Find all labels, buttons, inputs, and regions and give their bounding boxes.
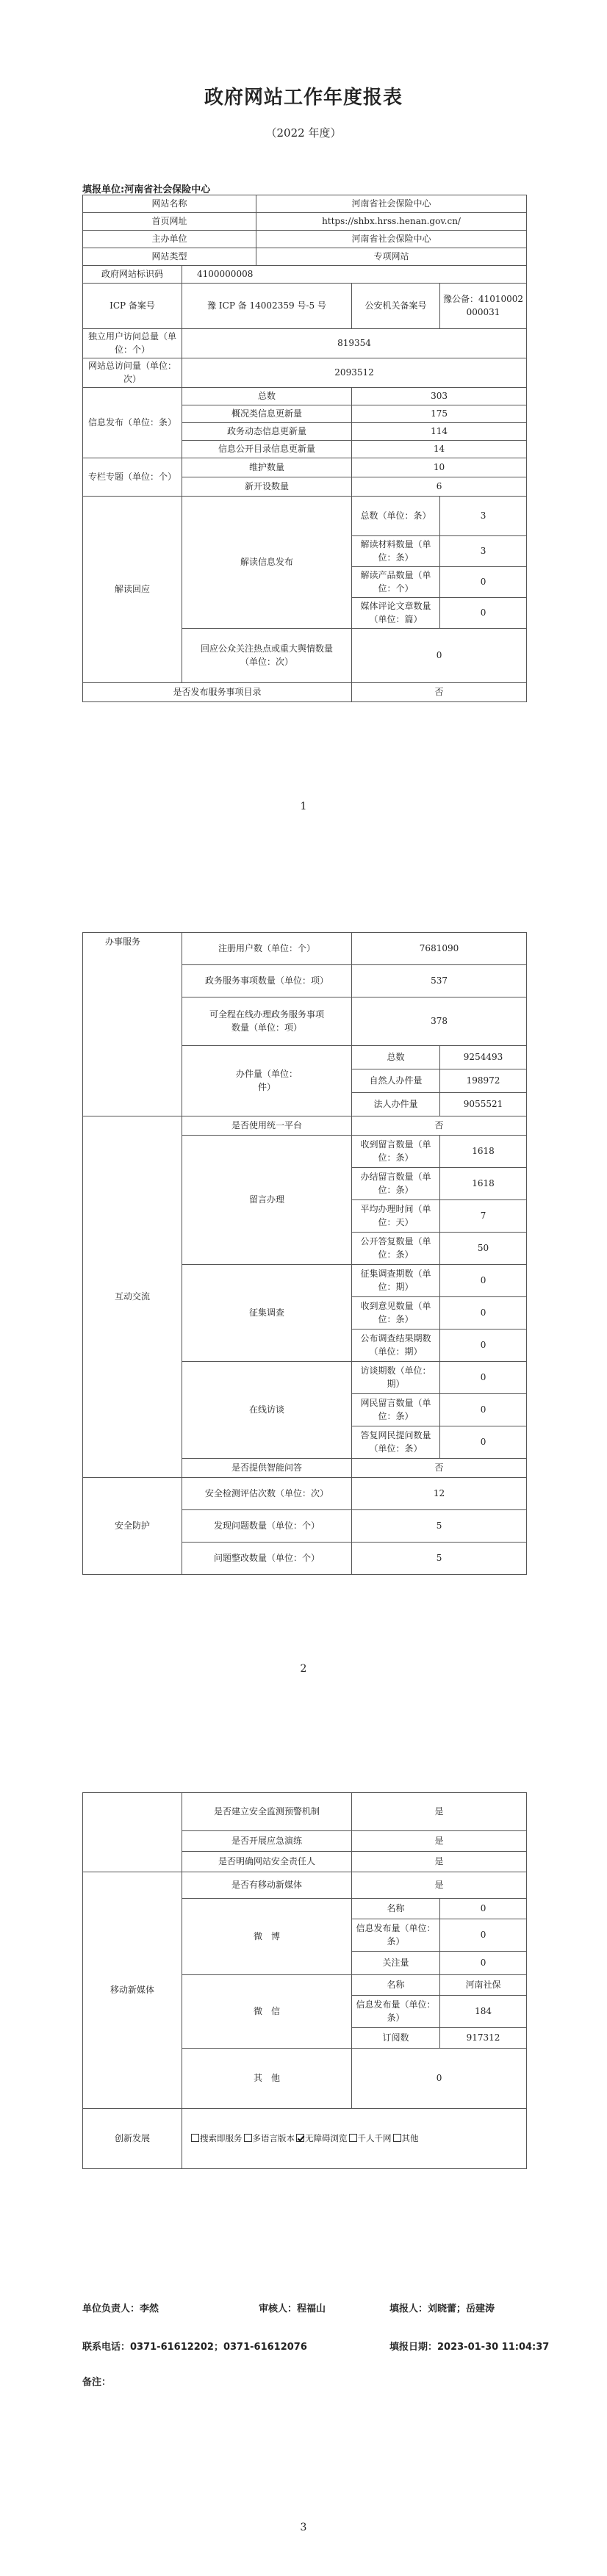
done-value: 1618 (440, 1168, 527, 1200)
security-label: 安全防护 (83, 1478, 182, 1575)
iv-answers-value: 0 (440, 1426, 527, 1459)
interpret-product-label: 解读产品数量（单位：个） (352, 567, 440, 598)
option-other[interactable] (393, 2133, 419, 2143)
page-number-1: 1 (300, 801, 307, 812)
wb-name-value: 0 (440, 1899, 527, 1919)
interpret-total-label: 总数（单位：条） (352, 497, 440, 536)
other-value: 0 (352, 2049, 527, 2109)
option-search-as-service[interactable] (191, 2133, 243, 2143)
person-label: 是否明确网站安全责任人 (182, 1852, 352, 1872)
iv-periods-value: 0 (440, 1362, 527, 1394)
security-continued-cell (83, 1793, 182, 1872)
column-maintain-value: 10 (352, 458, 527, 477)
info-overview-value: 175 (352, 405, 527, 423)
handled-total-value: 9254493 (440, 1046, 527, 1069)
page-3 (0, 1717, 607, 2576)
psb-value: 豫公备：41010002000031 (440, 284, 527, 329)
page-number-3: 3 (300, 2522, 307, 2533)
wb-fans-value: 0 (440, 1952, 527, 1975)
option-label: 搜索即服务 (200, 2132, 243, 2143)
media-table (82, 1792, 527, 2169)
unit-head: 单位负责人：李然 (82, 2303, 159, 2315)
message-label: 留言办理 (182, 1136, 352, 1265)
weibo-label: 微 博 (182, 1899, 352, 1975)
opinions-label: 收到意见数量（单位：条） (352, 1297, 440, 1330)
iv-periods-label: 访谈期数（单位：期） (352, 1362, 440, 1394)
handled-person-label: 自然人办件量 (352, 1069, 440, 1093)
innovation-options (182, 2109, 527, 2169)
info-dynamic-label: 政务动态信息更新量 (182, 423, 352, 441)
interpret-label: 解读回应 (83, 497, 182, 683)
service-catalog-label: 是否发布服务事项目录 (83, 683, 352, 702)
site-type-value: 专项网站 (256, 248, 527, 266)
media-label: 移动新媒体 (83, 1872, 182, 2109)
interpret-respond-label: 回应公众关注热点或重大舆情数量（单位：次） (182, 629, 352, 683)
option-label: 多语言版本 (252, 2132, 295, 2143)
interview-label: 在线访谈 (182, 1362, 352, 1459)
home-url-value[interactable]: https://shbx.hrss.henan.gov.cn/ (256, 213, 527, 231)
option-label: 无障碍浏览 (305, 2132, 348, 2143)
info-catalog-label: 信息公开目录信息更新量 (182, 441, 352, 458)
wx-name-label: 名称 (352, 1975, 440, 1996)
iv-msgs-value: 0 (440, 1394, 527, 1426)
evals-label: 安全检测评估次数（单位：次） (182, 1478, 352, 1510)
info-overview-label: 概况类信息更新量 (182, 405, 352, 423)
handled-legal-value: 9055521 (440, 1093, 527, 1116)
done-label: 办结留言数量（单位：条） (352, 1168, 440, 1200)
wx-subs-label: 订阅数 (352, 2028, 440, 2049)
remark: 备注： (82, 2377, 112, 2388)
site-type-label: 网站类型 (83, 248, 256, 266)
online-value: 378 (352, 997, 527, 1046)
sponsor-label: 主办单位 (83, 231, 256, 248)
evals-value: 12 (352, 1478, 527, 1510)
wx-posts-label: 信息发布量（单位：条） (352, 1996, 440, 2028)
warning-value: 是 (352, 1793, 527, 1831)
wx-name-value: 河南社保 (440, 1975, 527, 1996)
report-title: 政府网站工作年度报表 (204, 87, 403, 109)
home-url-label: 首页网址 (83, 213, 256, 231)
column-maintain-label: 维护数量 (182, 458, 352, 477)
column-new-value: 6 (352, 477, 527, 497)
affairs-label: 办事服务 (83, 933, 182, 1116)
wechat-label: 微 信 (182, 1975, 352, 2049)
found-value: 5 (352, 1510, 527, 1543)
option-accessibility[interactable] (296, 2133, 348, 2143)
page-1 (0, 0, 607, 859)
drill-label: 是否开展应急演练 (182, 1831, 352, 1852)
site-code-value: 4100000008 (182, 266, 527, 284)
items-label: 政务服务事项数量（单位：项） (182, 965, 352, 997)
checkbox-icon[interactable] (349, 2134, 357, 2142)
fixed-value: 5 (352, 1543, 527, 1575)
online-label: 可全程在线办理政务服务事项数量（单位：项） (182, 997, 352, 1046)
drill-value: 是 (352, 1831, 527, 1852)
option-personalized[interactable] (349, 2133, 392, 2143)
person-value: 是 (352, 1852, 527, 1872)
option-label: 其他 (401, 2132, 419, 2143)
checkbox-icon[interactable] (393, 2134, 401, 2142)
handled-label: 办件量（单位：件） (182, 1046, 352, 1116)
items-value: 537 (352, 965, 527, 997)
days-label: 平均办理时间（单位：天） (352, 1200, 440, 1233)
results-value: 0 (440, 1330, 527, 1362)
interpret-media-value: 0 (440, 598, 527, 629)
fill-date: 填报日期：2023-01-30 11:04:37 (389, 2342, 550, 2353)
iv-msgs-label: 网民留言数量（单位：条） (352, 1394, 440, 1426)
days-value: 7 (440, 1200, 527, 1233)
visits-label: 网站总访问量（单位：次） (83, 358, 182, 388)
info-dynamic-value: 114 (352, 423, 527, 441)
innovation-label: 创新发展 (83, 2109, 182, 2169)
interpret-media-label: 媒体评论文章数量（单位：篇） (352, 598, 440, 629)
recv-label: 收到留言数量（单位：条） (352, 1136, 440, 1168)
column-label: 专栏专题（单位：个） (83, 458, 182, 497)
survey-label: 征集调查 (182, 1265, 352, 1362)
option-multilingual[interactable] (244, 2133, 295, 2143)
wb-posts-value: 0 (440, 1919, 527, 1952)
basic-info-table (82, 195, 527, 702)
users-value: 7681090 (352, 933, 527, 965)
public-label: 公开答复数量（单位：条） (352, 1233, 440, 1265)
interpret-product-value: 0 (440, 567, 527, 598)
column-new-label: 新开设数量 (182, 477, 352, 497)
service-catalog-value: 否 (352, 683, 527, 702)
public-value: 50 (440, 1233, 527, 1265)
wx-subs-value: 917312 (440, 2028, 527, 2049)
interact-label: 互动交流 (83, 1116, 182, 1478)
checkbox-checked-icon[interactable] (296, 2134, 304, 2142)
filler: 填报人：刘晓蕾；岳建涛 (389, 2303, 495, 2315)
service-table (82, 932, 527, 1575)
checkbox-icon[interactable] (244, 2134, 252, 2142)
users-label: 注册用户数（单位：个） (182, 933, 352, 965)
results-label: 公布调查结果期数（单位：期） (352, 1330, 440, 1362)
wb-name-label: 名称 (352, 1899, 440, 1919)
platform-value: 否 (352, 1116, 527, 1136)
recv-value: 1618 (440, 1136, 527, 1168)
report-year: （2022 年度） (265, 126, 342, 140)
smart-value: 否 (352, 1459, 527, 1478)
info-publish-label: 信息发布（单位：条） (83, 388, 182, 458)
page-2 (0, 859, 607, 1717)
handled-legal-label: 法人办件量 (352, 1093, 440, 1116)
visitors-label: 独立用户访问总量（单位：个） (83, 329, 182, 358)
visitors-value: 819354 (182, 329, 527, 358)
interpret-respond-value: 0 (352, 629, 527, 683)
wb-posts-label: 信息发布量（单位：条） (352, 1919, 440, 1952)
warning-label: 是否建立安全监测预警机制 (182, 1793, 352, 1831)
other-label: 其 他 (182, 2049, 352, 2109)
visits-value: 2093512 (182, 358, 527, 388)
opinions-value: 0 (440, 1297, 527, 1330)
info-total-value: 303 (352, 388, 527, 405)
periods-label: 征集调查期数（单位：期） (352, 1265, 440, 1297)
option-label: 千人千网 (357, 2132, 392, 2143)
interpret-material-label: 解读材料数量（单位：条） (352, 536, 440, 567)
site-name-label: 网站名称 (83, 195, 256, 213)
periods-value: 0 (440, 1265, 527, 1297)
wx-posts-value: 184 (440, 1996, 527, 2028)
fill-unit: 填报单位:河南省社会保险中心 (82, 184, 211, 195)
page-number-2: 2 (300, 1663, 307, 1675)
platform-label: 是否使用统一平台 (182, 1116, 352, 1136)
fixed-label: 问题整改数量（单位：个） (182, 1543, 352, 1575)
info-catalog-value: 14 (352, 441, 527, 458)
has-media-value: 是 (352, 1872, 527, 1899)
interpret-material-value: 3 (440, 536, 527, 567)
found-label: 发现问题数量（单位：个） (182, 1510, 352, 1543)
smart-label: 是否提供智能问答 (182, 1459, 352, 1478)
psb-label: 公安机关备案号 (352, 284, 440, 329)
checkbox-icon[interactable] (191, 2134, 199, 2142)
wb-fans-label: 关注量 (352, 1952, 440, 1975)
handled-person-value: 198972 (440, 1069, 527, 1093)
interpret-total-value: 3 (440, 497, 527, 536)
icp-label: ICP 备案号 (83, 284, 182, 329)
sponsor-value: 河南省社会保险中心 (256, 231, 527, 248)
handled-total-label: 总数 (352, 1046, 440, 1069)
site-code-label: 政府网站标识码 (83, 266, 182, 284)
contact-phone: 联系电话：0371-61612202；0371-61612076 (82, 2342, 307, 2353)
iv-answers-label: 答复网民提问数量（单位：条） (352, 1426, 440, 1459)
interpret-publish-label: 解读信息发布 (182, 497, 352, 629)
icp-value: 豫 ICP 备 14002359 号-5 号 (182, 284, 352, 329)
info-total-label: 总数 (182, 388, 352, 405)
reviewer: 审核人：程福山 (259, 2303, 326, 2315)
has-media-label: 是否有移动新媒体 (182, 1872, 352, 1899)
site-name-value: 河南省社会保险中心 (256, 195, 527, 213)
